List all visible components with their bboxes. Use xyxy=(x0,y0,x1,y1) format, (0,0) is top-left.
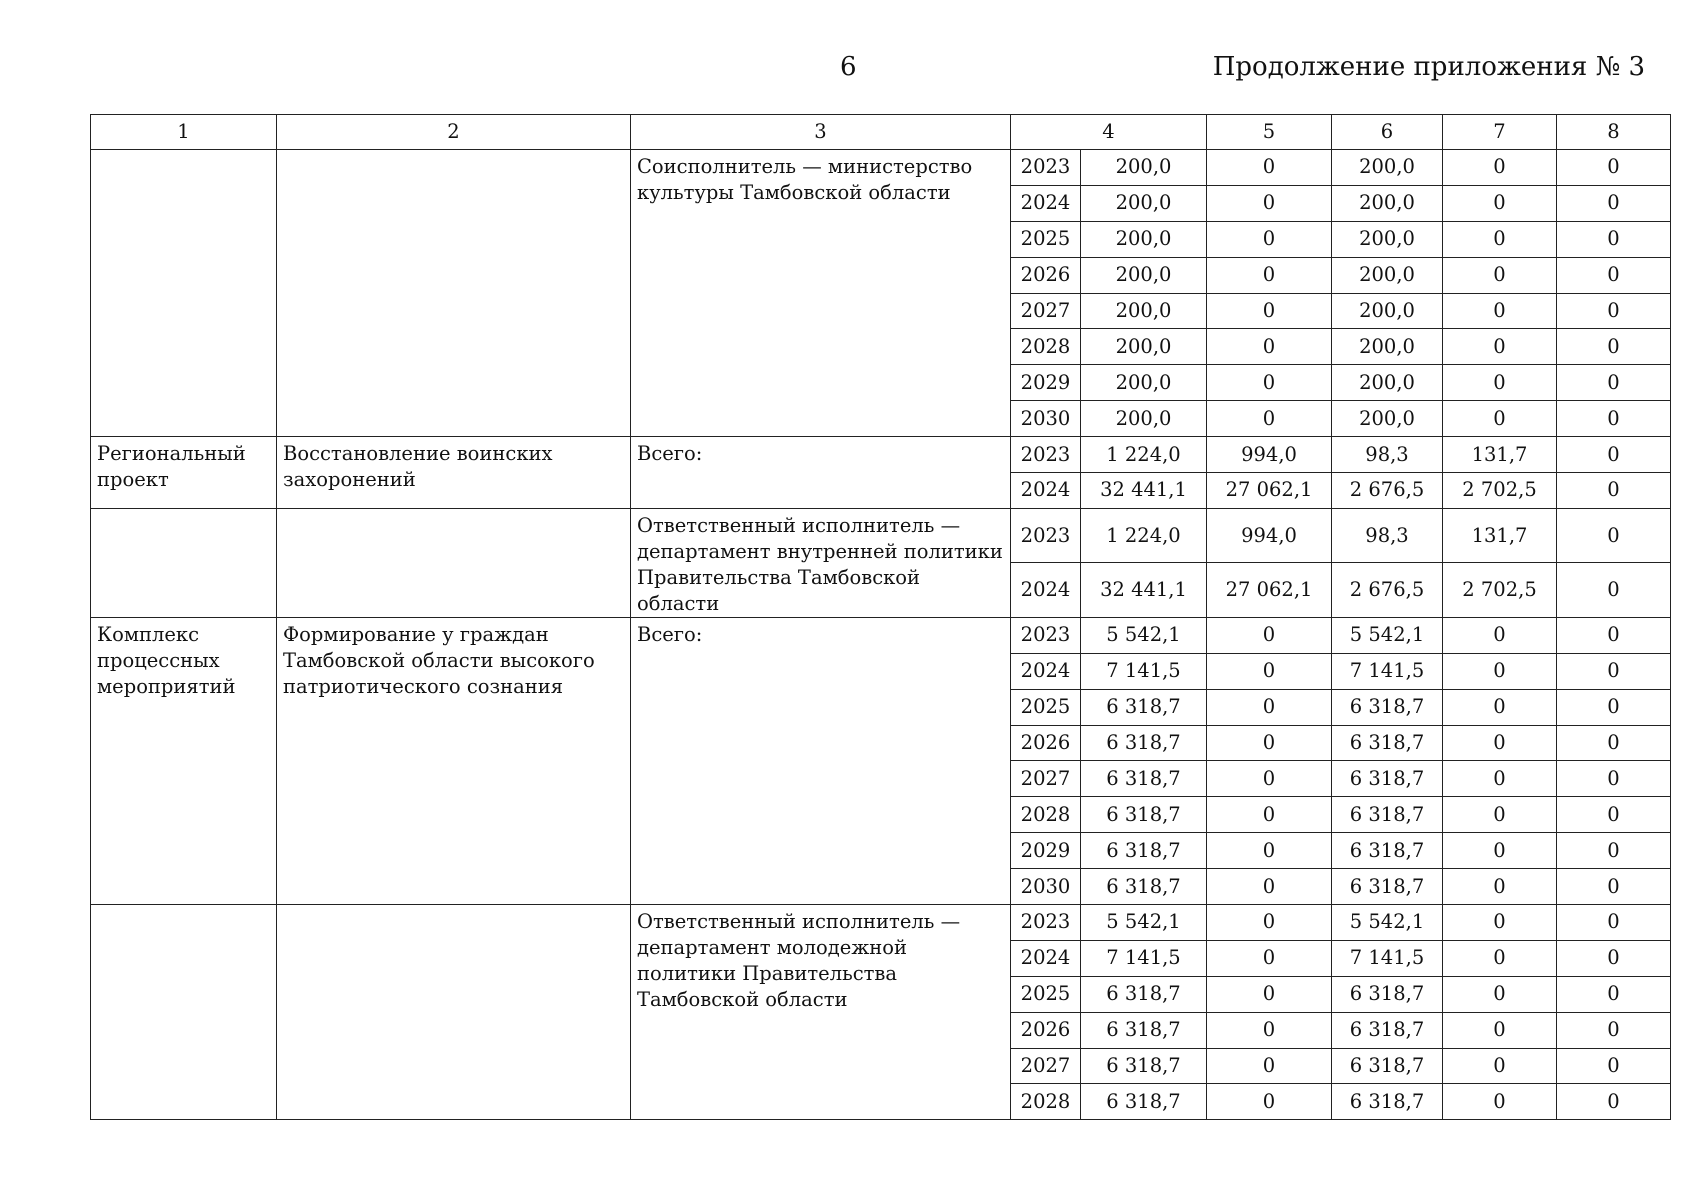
other-cell: 0 xyxy=(1557,617,1671,653)
year-cell: 2025 xyxy=(1011,976,1081,1012)
local-cell: 0 xyxy=(1443,833,1557,869)
regional-cell: 200,0 xyxy=(1332,293,1443,329)
regional-cell: 6 318,7 xyxy=(1332,1084,1443,1120)
other-cell: 0 xyxy=(1557,473,1671,509)
local-cell: 0 xyxy=(1443,976,1557,1012)
federal-cell: 0 xyxy=(1207,401,1332,437)
local-cell: 0 xyxy=(1443,797,1557,833)
other-cell: 0 xyxy=(1557,221,1671,257)
other-cell: 0 xyxy=(1557,797,1671,833)
local-cell: 2 702,5 xyxy=(1443,473,1557,509)
local-cell: 0 xyxy=(1443,221,1557,257)
regional-cell: 6 318,7 xyxy=(1332,725,1443,761)
year-cell: 2023 xyxy=(1011,437,1081,473)
regional-cell: 2 676,5 xyxy=(1332,473,1443,509)
total-cell: 7 141,5 xyxy=(1081,653,1207,689)
total-cell: 200,0 xyxy=(1081,185,1207,221)
section-type xyxy=(91,508,277,617)
total-cell: 6 318,7 xyxy=(1081,689,1207,725)
other-cell: 0 xyxy=(1557,437,1671,473)
column-header: 4 xyxy=(1011,115,1207,150)
federal-cell: 0 xyxy=(1207,1048,1332,1084)
total-cell: 200,0 xyxy=(1081,401,1207,437)
regional-cell: 98,3 xyxy=(1332,508,1443,563)
local-cell: 0 xyxy=(1443,689,1557,725)
regional-cell: 5 542,1 xyxy=(1332,905,1443,941)
regional-cell: 6 318,7 xyxy=(1332,761,1443,797)
year-cell: 2023 xyxy=(1011,508,1081,563)
executor: Всего: xyxy=(631,617,1011,904)
total-cell: 200,0 xyxy=(1081,365,1207,401)
executor: Ответственный исполнитель — департамент молодежной политики Правительства Тамбовской области xyxy=(631,905,1011,1120)
column-header: 3 xyxy=(631,115,1011,150)
total-cell: 32 441,1 xyxy=(1081,563,1207,618)
total-cell: 6 318,7 xyxy=(1081,1012,1207,1048)
federal-cell: 0 xyxy=(1207,257,1332,293)
other-cell: 0 xyxy=(1557,563,1671,618)
year-cell: 2023 xyxy=(1011,150,1081,186)
other-cell: 0 xyxy=(1557,150,1671,186)
year-cell: 2026 xyxy=(1011,1012,1081,1048)
regional-cell: 7 141,5 xyxy=(1332,940,1443,976)
year-cell: 2024 xyxy=(1011,940,1081,976)
regional-cell: 200,0 xyxy=(1332,257,1443,293)
other-cell: 0 xyxy=(1557,905,1671,941)
year-cell: 2024 xyxy=(1011,473,1081,509)
regional-cell: 200,0 xyxy=(1332,150,1443,186)
table-row xyxy=(91,617,1671,653)
year-cell: 2027 xyxy=(1011,293,1081,329)
federal-cell: 994,0 xyxy=(1207,508,1332,563)
total-cell: 5 542,1 xyxy=(1081,905,1207,941)
other-cell: 0 xyxy=(1557,869,1671,905)
other-cell: 0 xyxy=(1557,940,1671,976)
federal-cell: 0 xyxy=(1207,617,1332,653)
local-cell: 0 xyxy=(1443,1048,1557,1084)
federal-cell: 0 xyxy=(1207,940,1332,976)
total-cell: 32 441,1 xyxy=(1081,473,1207,509)
page-number: 6 xyxy=(840,52,857,82)
federal-cell: 27 062,1 xyxy=(1207,563,1332,618)
executor: Соисполнитель — министерство культуры Тамбовской области xyxy=(631,150,1011,437)
year-cell: 2028 xyxy=(1011,329,1081,365)
total-cell: 5 542,1 xyxy=(1081,617,1207,653)
other-cell: 0 xyxy=(1557,508,1671,563)
federal-cell: 0 xyxy=(1207,905,1332,941)
column-header: 1 xyxy=(91,115,277,150)
total-cell: 6 318,7 xyxy=(1081,976,1207,1012)
year-cell: 2025 xyxy=(1011,689,1081,725)
total-cell: 1 224,0 xyxy=(1081,437,1207,473)
federal-cell: 0 xyxy=(1207,833,1332,869)
total-cell: 200,0 xyxy=(1081,293,1207,329)
regional-cell: 6 318,7 xyxy=(1332,1048,1443,1084)
total-cell: 6 318,7 xyxy=(1081,869,1207,905)
federal-cell: 0 xyxy=(1207,725,1332,761)
regional-cell: 7 141,5 xyxy=(1332,653,1443,689)
year-cell: 2028 xyxy=(1011,1084,1081,1120)
regional-cell: 6 318,7 xyxy=(1332,976,1443,1012)
regional-cell: 6 318,7 xyxy=(1332,797,1443,833)
other-cell: 0 xyxy=(1557,401,1671,437)
total-cell: 6 318,7 xyxy=(1081,833,1207,869)
year-cell: 2027 xyxy=(1011,1048,1081,1084)
year-cell: 2030 xyxy=(1011,869,1081,905)
local-cell: 0 xyxy=(1443,761,1557,797)
column-number-row xyxy=(91,115,1671,150)
other-cell: 0 xyxy=(1557,653,1671,689)
other-cell: 0 xyxy=(1557,976,1671,1012)
table-body xyxy=(91,115,1671,1120)
other-cell: 0 xyxy=(1557,689,1671,725)
year-cell: 2026 xyxy=(1011,725,1081,761)
table-row xyxy=(91,150,1671,186)
section-title xyxy=(277,150,631,437)
federal-cell: 0 xyxy=(1207,797,1332,833)
regional-cell: 200,0 xyxy=(1332,221,1443,257)
regional-cell: 200,0 xyxy=(1332,185,1443,221)
total-cell: 200,0 xyxy=(1081,257,1207,293)
other-cell: 0 xyxy=(1557,185,1671,221)
table-row xyxy=(91,508,1671,563)
year-cell: 2030 xyxy=(1011,401,1081,437)
total-cell: 7 141,5 xyxy=(1081,940,1207,976)
total-cell: 200,0 xyxy=(1081,150,1207,186)
total-cell: 6 318,7 xyxy=(1081,1048,1207,1084)
federal-cell: 0 xyxy=(1207,869,1332,905)
total-cell: 1 224,0 xyxy=(1081,508,1207,563)
section-type: Комплекс процессных мероприятий xyxy=(91,617,277,904)
section-type xyxy=(91,905,277,1120)
local-cell: 131,7 xyxy=(1443,508,1557,563)
local-cell: 0 xyxy=(1443,869,1557,905)
federal-cell: 0 xyxy=(1207,185,1332,221)
appendix-note: Продолжение приложения № 3 xyxy=(1212,52,1645,82)
section-title xyxy=(277,905,631,1120)
regional-cell: 6 318,7 xyxy=(1332,1012,1443,1048)
regional-cell: 200,0 xyxy=(1332,365,1443,401)
section-type: Региональный проект xyxy=(91,437,277,509)
local-cell: 0 xyxy=(1443,653,1557,689)
regional-cell: 200,0 xyxy=(1332,401,1443,437)
local-cell: 0 xyxy=(1443,1084,1557,1120)
other-cell: 0 xyxy=(1557,257,1671,293)
section-title: Формирование у граждан Тамбовской области высокого патриотического сознания xyxy=(277,617,631,904)
local-cell: 0 xyxy=(1443,329,1557,365)
local-cell: 0 xyxy=(1443,725,1557,761)
federal-cell: 0 xyxy=(1207,689,1332,725)
local-cell: 0 xyxy=(1443,365,1557,401)
regional-cell: 200,0 xyxy=(1332,329,1443,365)
column-header: 5 xyxy=(1207,115,1332,150)
year-cell: 2027 xyxy=(1011,761,1081,797)
other-cell: 0 xyxy=(1557,329,1671,365)
regional-cell: 6 318,7 xyxy=(1332,869,1443,905)
local-cell: 0 xyxy=(1443,293,1557,329)
local-cell: 0 xyxy=(1443,401,1557,437)
federal-cell: 0 xyxy=(1207,329,1332,365)
year-cell: 2026 xyxy=(1011,257,1081,293)
table-row xyxy=(91,905,1671,941)
federal-cell: 27 062,1 xyxy=(1207,473,1332,509)
regional-cell: 5 542,1 xyxy=(1332,617,1443,653)
section-title: Восстановление воинских захоронений xyxy=(277,437,631,509)
local-cell: 2 702,5 xyxy=(1443,563,1557,618)
local-cell: 0 xyxy=(1443,257,1557,293)
other-cell: 0 xyxy=(1557,833,1671,869)
local-cell: 0 xyxy=(1443,1012,1557,1048)
section-title xyxy=(277,508,631,617)
regional-cell: 6 318,7 xyxy=(1332,833,1443,869)
federal-cell: 0 xyxy=(1207,761,1332,797)
federal-cell: 0 xyxy=(1207,221,1332,257)
total-cell: 6 318,7 xyxy=(1081,725,1207,761)
total-cell: 200,0 xyxy=(1081,329,1207,365)
other-cell: 0 xyxy=(1557,1012,1671,1048)
federal-cell: 0 xyxy=(1207,365,1332,401)
year-cell: 2028 xyxy=(1011,797,1081,833)
other-cell: 0 xyxy=(1557,293,1671,329)
local-cell: 0 xyxy=(1443,185,1557,221)
year-cell: 2024 xyxy=(1011,563,1081,618)
federal-cell: 0 xyxy=(1207,653,1332,689)
total-cell: 6 318,7 xyxy=(1081,761,1207,797)
other-cell: 0 xyxy=(1557,725,1671,761)
column-header: 2 xyxy=(277,115,631,150)
federal-cell: 0 xyxy=(1207,1012,1332,1048)
budget-table xyxy=(90,114,1671,1120)
year-cell: 2029 xyxy=(1011,833,1081,869)
federal-cell: 0 xyxy=(1207,293,1332,329)
regional-cell: 2 676,5 xyxy=(1332,563,1443,618)
federal-cell: 994,0 xyxy=(1207,437,1332,473)
total-cell: 6 318,7 xyxy=(1081,797,1207,833)
column-header: 7 xyxy=(1443,115,1557,150)
federal-cell: 0 xyxy=(1207,150,1332,186)
year-cell: 2029 xyxy=(1011,365,1081,401)
year-cell: 2024 xyxy=(1011,653,1081,689)
other-cell: 0 xyxy=(1557,1084,1671,1120)
federal-cell: 0 xyxy=(1207,976,1332,1012)
section-type xyxy=(91,150,277,437)
local-cell: 131,7 xyxy=(1443,437,1557,473)
year-cell: 2023 xyxy=(1011,905,1081,941)
year-cell: 2025 xyxy=(1011,221,1081,257)
local-cell: 0 xyxy=(1443,940,1557,976)
local-cell: 0 xyxy=(1443,150,1557,186)
table-row xyxy=(91,437,1671,473)
federal-cell: 0 xyxy=(1207,1084,1332,1120)
other-cell: 0 xyxy=(1557,761,1671,797)
other-cell: 0 xyxy=(1557,365,1671,401)
regional-cell: 98,3 xyxy=(1332,437,1443,473)
executor: Ответственный исполнитель — департамент внутренней политики Правительства Тамбовской области xyxy=(631,508,1011,617)
column-header: 6 xyxy=(1332,115,1443,150)
local-cell: 0 xyxy=(1443,617,1557,653)
total-cell: 200,0 xyxy=(1081,221,1207,257)
local-cell: 0 xyxy=(1443,905,1557,941)
year-cell: 2024 xyxy=(1011,185,1081,221)
total-cell: 6 318,7 xyxy=(1081,1084,1207,1120)
year-cell: 2023 xyxy=(1011,617,1081,653)
column-header: 8 xyxy=(1557,115,1671,150)
executor: Всего: xyxy=(631,437,1011,509)
other-cell: 0 xyxy=(1557,1048,1671,1084)
regional-cell: 6 318,7 xyxy=(1332,689,1443,725)
